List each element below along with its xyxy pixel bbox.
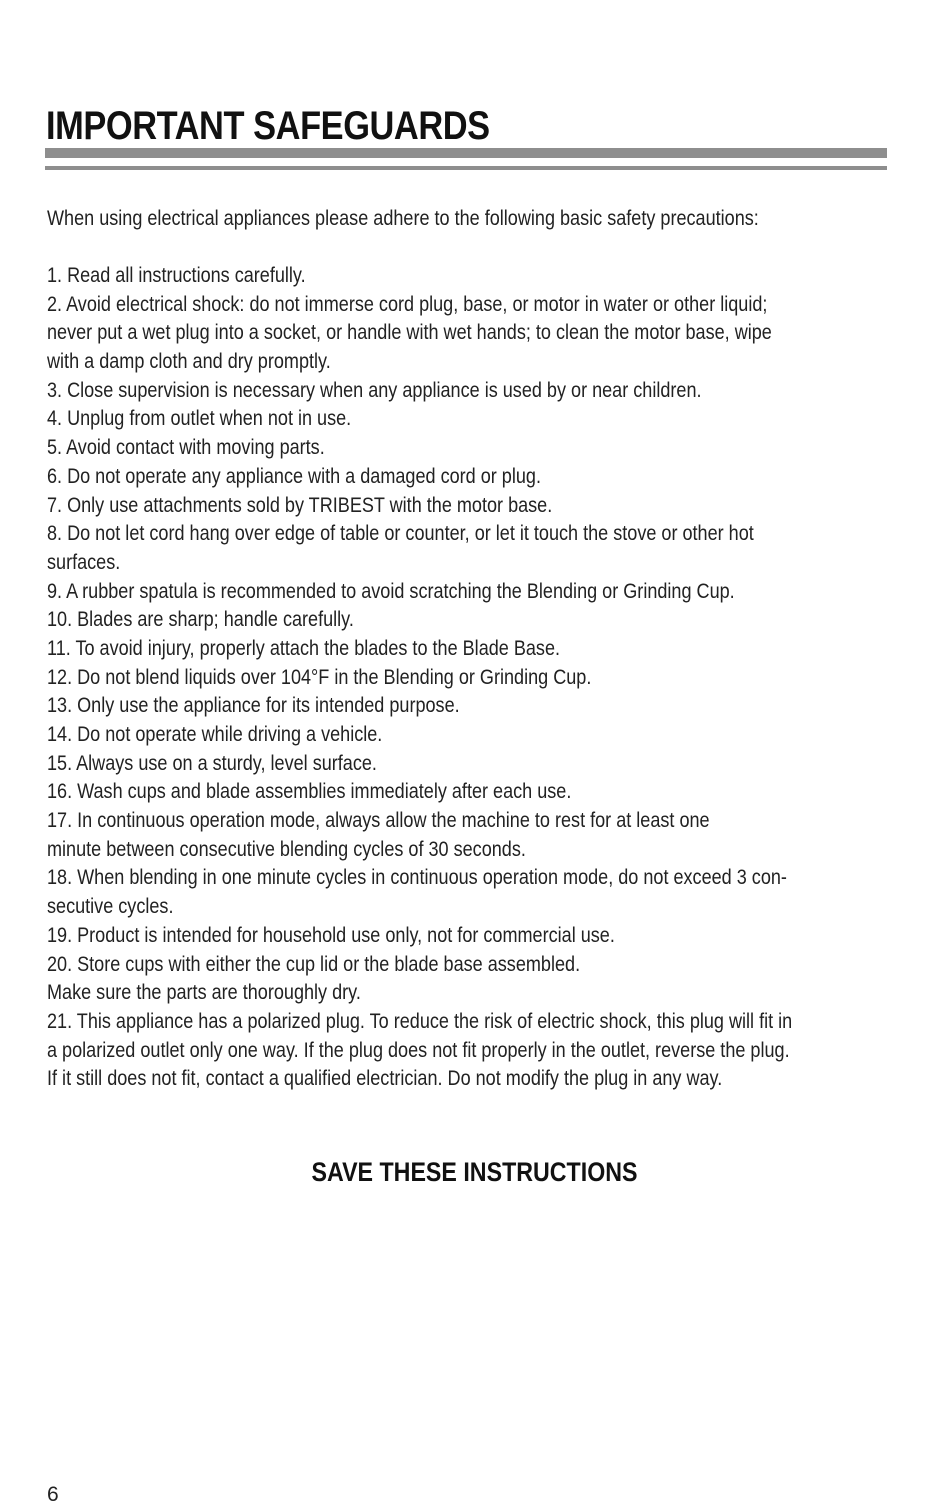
list-line: 1. Read all instructions carefully. (47, 264, 306, 287)
list-line: 4. Unplug from outlet when not in use. (47, 407, 352, 431)
list-line: 14. Do not operate while driving a vehicle. (47, 723, 383, 746)
list-line: 3. Close supervision is necessary when any appliance is used by or near children. (47, 378, 702, 402)
list-line: with a damp cloth and dry promptly. (47, 350, 331, 374)
list-line: never put a wet plug into a socket, or handle with wet hands; to clean the motor base, wipe (47, 321, 772, 345)
list-line: 6. Do not operate any appliance with a damaged cord or plug. (47, 464, 541, 488)
list-line: 15. Always use on a sturdy, level surface. (47, 751, 377, 775)
list-line: 2. Avoid electrical shock: do not immerse cord plug, base, or motor in water or other liquid; (47, 292, 768, 316)
title-rule-thin (45, 166, 887, 170)
save-instructions-heading (0, 1154, 950, 1190)
list-line: minute between consecutive blending cycles of 30 seconds. (47, 837, 526, 861)
list-line: 18. When blending in one minute cycles in continuous operation mode, do not exceed 3 con- (47, 866, 787, 890)
page-number: 6 (47, 1483, 59, 1506)
list-line: 12. Do not blend liquids over 104°F in the Blending or Grinding Cup. (47, 665, 592, 689)
list-line: secutive cycles. (47, 895, 174, 919)
intro-text: When using electrical appliances please adhere to the following basic safety precautions: (47, 207, 759, 230)
safeguards-list (47, 262, 914, 1094)
list-line: surfaces. (47, 550, 121, 574)
list-line: a polarized outlet only one way. If the plug does not fit properly in the outlet, reverse the plug. (47, 1038, 790, 1062)
list-line: 13. Only use the appliance for its intended purpose. (47, 694, 460, 718)
list-line: 11. To avoid injury, properly attach the blades to the Blade Base. (47, 636, 561, 660)
list-line: 17. In continuous operation mode, always allow the machine to rest for at least one (47, 809, 710, 833)
list-line: Make sure the parts are thoroughly dry. (47, 981, 361, 1005)
list-line: If it still does not fit, contact a qualified electrician. Do not modify the plug in any way. (47, 1067, 723, 1091)
list-line: 16. Wash cups and blade assemblies immediately after each use. (47, 780, 572, 804)
page-title: IMPORTANT SAFEGUARDS (46, 104, 490, 148)
list-line: 21. This appliance has a polarized plug. To reduce the risk of electric shock, this plug will fit in (47, 1009, 793, 1033)
list-line: 10. Blades are sharp; handle carefully. (47, 608, 354, 632)
list-line: 20. Store cups with either the cup lid or the blade base assembled. (47, 952, 581, 976)
list-line: 8. Do not let cord hang over edge of table or counter, or let it touch the stove or other hot (47, 522, 754, 546)
title-rule-thick (45, 148, 887, 158)
list-line: 19. Product is intended for household use only, not for commercial use. (47, 923, 615, 947)
list-line: 5. Avoid contact with moving parts. (47, 436, 325, 460)
save-instructions-text: SAVE THESE INSTRUCTIONS (312, 1157, 638, 1187)
list-line: 7. Only use attachments sold by TRIBEST with the motor base. (47, 493, 553, 517)
list-line: 9. A rubber spatula is recommended to avoid scratching the Blending or Grinding Cup. (47, 579, 735, 603)
